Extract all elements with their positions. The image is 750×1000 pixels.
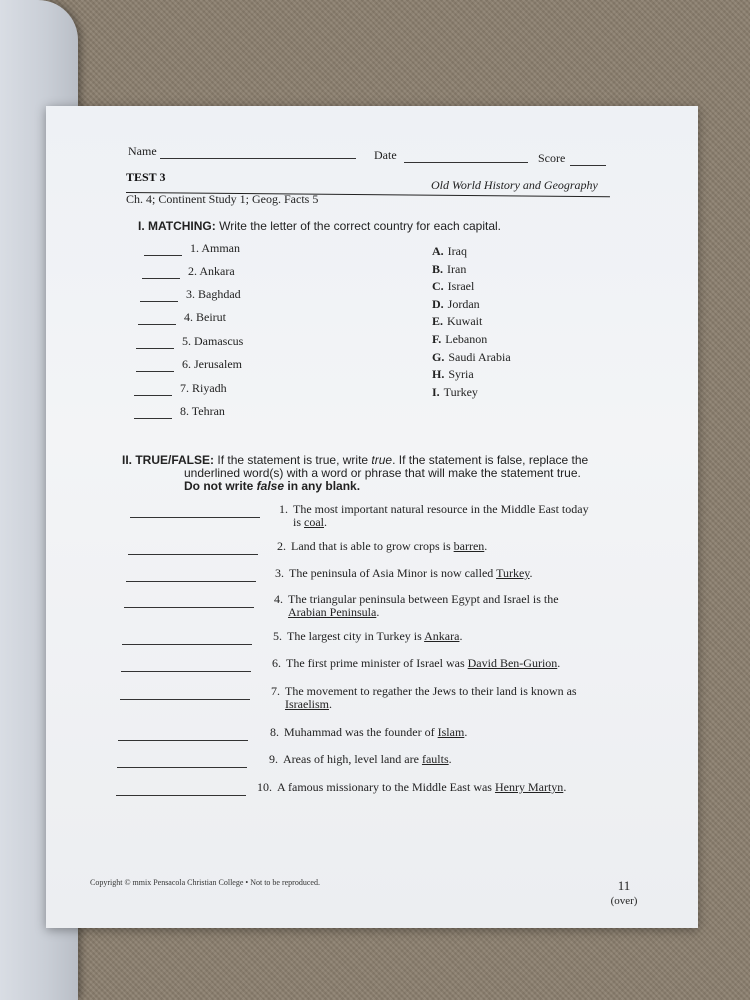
statement-end: .	[563, 780, 567, 794]
matching-answer-blank[interactable]	[136, 371, 174, 372]
truefalse-answer-blank[interactable]	[121, 659, 251, 672]
truefalse-answer-blank[interactable]	[118, 728, 248, 741]
matching-item-label: 8. Tehran	[180, 404, 225, 418]
option-letter: D.	[432, 296, 444, 311]
matching-item	[142, 264, 235, 279]
option-letter: G.	[432, 349, 445, 364]
truefalse-instr-line3	[122, 480, 588, 493]
option-letter: F.	[432, 332, 442, 346]
matching-item-label: 2. Ankara	[188, 264, 235, 278]
truefalse-instr-3a: Do not write	[184, 479, 257, 493]
matching-option	[432, 262, 466, 277]
truefalse-answer-blank[interactable]	[122, 632, 252, 645]
statement-text: Muhammad was the founder of	[284, 725, 438, 739]
matching-item-label: 4. Beirut	[184, 310, 226, 324]
truefalse-item	[272, 503, 589, 529]
matching-answer-blank[interactable]	[142, 278, 180, 279]
truefalse-answer-blank[interactable]	[124, 595, 254, 608]
matching-item	[134, 381, 227, 396]
matching-instruction-text: Write the letter of the correct country for each capital.	[219, 219, 502, 233]
statement-text: The first prime minister of Israel was	[286, 656, 468, 670]
option-letter: I.	[432, 384, 440, 399]
truefalse-instr-a: If the statement is true, write	[217, 453, 372, 467]
matching-item-label: 3. Baghdad	[186, 287, 241, 301]
truefalse-statement	[284, 726, 467, 739]
matching-item	[140, 287, 241, 302]
option-country: Syria	[448, 367, 474, 382]
statement-end: .	[484, 539, 488, 553]
truefalse-heading: II. TRUE/FALSE:	[122, 453, 215, 467]
truefalse-statement	[283, 753, 452, 766]
matching-item-label: 7. Riyadh	[180, 381, 227, 395]
matching-option	[432, 297, 480, 312]
truefalse-instr-b: . If the statement is false, replace the	[392, 453, 589, 467]
truefalse-item-number: 3.	[275, 566, 284, 580]
matching-answer-blank[interactable]	[140, 301, 178, 302]
matching-option	[432, 279, 474, 294]
underlined-term: faults	[421, 752, 449, 766]
page-number: 11	[617, 878, 631, 893]
truefalse-answer-blank[interactable]	[116, 783, 246, 796]
underlined-term: Henry Martyn	[494, 780, 564, 794]
matching-answer-blank[interactable]	[144, 255, 182, 256]
name-label: Name	[128, 144, 157, 158]
date-blank[interactable]	[404, 162, 528, 163]
course-subtitle: Old World History and Geography	[431, 178, 598, 192]
option-country: Israel	[447, 279, 475, 294]
option-letter: E.	[432, 314, 444, 329]
truefalse-item	[264, 685, 577, 711]
statement-text: The triangular peninsula between Egypt and Israel is the	[288, 592, 559, 606]
score-blank[interactable]	[570, 165, 606, 166]
statement-end: .	[557, 656, 561, 670]
matching-option	[432, 385, 478, 400]
statement-end: .	[529, 566, 533, 580]
statement-text: A famous missionary to the Middle East was	[277, 780, 495, 794]
matching-option	[432, 314, 482, 329]
truefalse-statement	[285, 685, 577, 711]
truefalse-item-number: 1.	[279, 502, 288, 516]
truefalse-item	[265, 657, 560, 670]
truefalse-item-number: 6.	[272, 656, 281, 670]
matching-item-label: 5. Damascus	[182, 334, 244, 348]
truefalse-item	[263, 726, 467, 739]
underlined-term: coal	[304, 515, 325, 529]
truefalse-item	[262, 753, 452, 766]
underlined-term: David Ben-Gurion	[467, 656, 558, 670]
statement-text: The largest city in Turkey is	[287, 629, 425, 643]
statement-text: Land that is able to grow crops is	[291, 539, 454, 553]
option-country: Jordan	[447, 296, 480, 311]
truefalse-item	[270, 540, 487, 553]
over-note: (over)	[610, 895, 638, 907]
truefalse-answer-blank[interactable]	[130, 505, 260, 518]
truefalse-instr-line2: underlined word(s) with a word or phrase that will make the statement true.	[184, 466, 581, 480]
copyright-notice: Copyright © mmix Pensacola Christian College • Not to be reproduced.	[90, 878, 320, 887]
truefalse-item-number: 4.	[274, 592, 283, 606]
truefalse-item-number: 8.	[270, 725, 279, 739]
truefalse-instr-3b: in any blank.	[284, 479, 361, 493]
truefalse-statement	[287, 630, 462, 643]
option-country: Iran	[447, 261, 467, 276]
truefalse-item-number: 7.	[271, 684, 280, 698]
name-blank[interactable]	[160, 158, 356, 159]
underlined-term: Ankara	[424, 629, 460, 643]
name-field	[128, 144, 356, 159]
truefalse-item	[266, 630, 462, 643]
worksheet-page	[46, 106, 698, 928]
matching-item	[138, 310, 226, 325]
option-letter: A.	[432, 244, 444, 258]
statement-end: .	[464, 725, 468, 739]
truefalse-statement	[288, 593, 559, 619]
statement-text: The movement to regather the Jews to their land is known as	[285, 684, 577, 698]
option-country: Lebanon	[445, 332, 488, 346]
truefalse-item	[256, 781, 566, 794]
truefalse-answer-blank[interactable]	[117, 755, 247, 768]
statement-end: .	[329, 697, 332, 711]
truefalse-statement	[286, 657, 560, 670]
truefalse-instr-true: true	[371, 453, 393, 467]
chapter-line: Ch. 4; Continent Study 1; Geog. Facts 5	[126, 192, 319, 206]
statement-text: The most important natural resource in the Middle East today	[293, 502, 589, 516]
truefalse-statement	[293, 503, 589, 529]
truefalse-item-number: 5.	[273, 629, 282, 643]
truefalse-statement	[289, 567, 533, 580]
underlined-term: Islam	[437, 725, 465, 739]
matching-item-label: 6. Jerusalem	[182, 357, 242, 371]
score-label: Score	[538, 151, 566, 165]
truefalse-instructions	[122, 454, 588, 493]
statement-text-cont: is	[293, 515, 305, 529]
date-field	[374, 148, 528, 163]
statement-text: The peninsula of Asia Minor is now called	[289, 566, 497, 580]
truefalse-answer-blank[interactable]	[126, 569, 256, 582]
matching-item-label: 1. Amman	[190, 241, 240, 255]
option-country: Iraq	[447, 244, 467, 258]
option-country: Kuwait	[447, 314, 483, 329]
option-country: Turkey	[443, 384, 478, 399]
truefalse-statement	[277, 781, 566, 794]
matching-option	[432, 350, 511, 365]
matching-option	[432, 332, 487, 347]
option-letter: C.	[432, 279, 444, 294]
truefalse-item-number: 10.	[257, 780, 272, 794]
option-letter: H.	[432, 367, 445, 382]
matching-instructions	[138, 219, 501, 233]
underlined-term: Turkey	[496, 566, 530, 580]
truefalse-item	[268, 567, 533, 580]
truefalse-instr-false: false	[256, 479, 285, 493]
truefalse-statement	[291, 540, 487, 553]
underlined-term: Israelism	[285, 697, 329, 711]
statement-end: .	[459, 629, 463, 643]
option-letter: B.	[432, 261, 444, 276]
matching-item	[136, 334, 243, 349]
statement-end: .	[448, 752, 452, 766]
option-country: Saudi Arabia	[448, 349, 511, 364]
matching-answer-blank[interactable]	[134, 395, 172, 396]
statement-text: Areas of high, level land are	[283, 752, 422, 766]
matching-item	[136, 357, 242, 372]
matching-answer-blank[interactable]	[136, 348, 174, 349]
truefalse-item	[267, 593, 559, 619]
matching-heading: I. MATCHING:	[138, 219, 216, 233]
matching-answer-blank[interactable]	[138, 324, 176, 325]
statement-end: .	[376, 605, 380, 619]
truefalse-answer-blank[interactable]	[120, 687, 250, 700]
statement-end: .	[324, 515, 328, 529]
matching-answer-blank[interactable]	[134, 418, 172, 419]
test-title: TEST 3	[126, 170, 166, 184]
truefalse-answer-blank[interactable]	[128, 542, 258, 555]
matching-option	[432, 244, 467, 259]
matching-item	[134, 404, 225, 419]
truefalse-item-number: 2.	[277, 539, 286, 553]
score-field	[538, 151, 606, 166]
date-label: Date	[374, 148, 397, 162]
matching-item	[144, 241, 240, 256]
underlined-term: barren	[453, 539, 485, 553]
truefalse-item-number: 9.	[269, 752, 278, 766]
underlined-term: Arabian Peninsula	[288, 605, 377, 619]
matching-option	[432, 367, 474, 382]
